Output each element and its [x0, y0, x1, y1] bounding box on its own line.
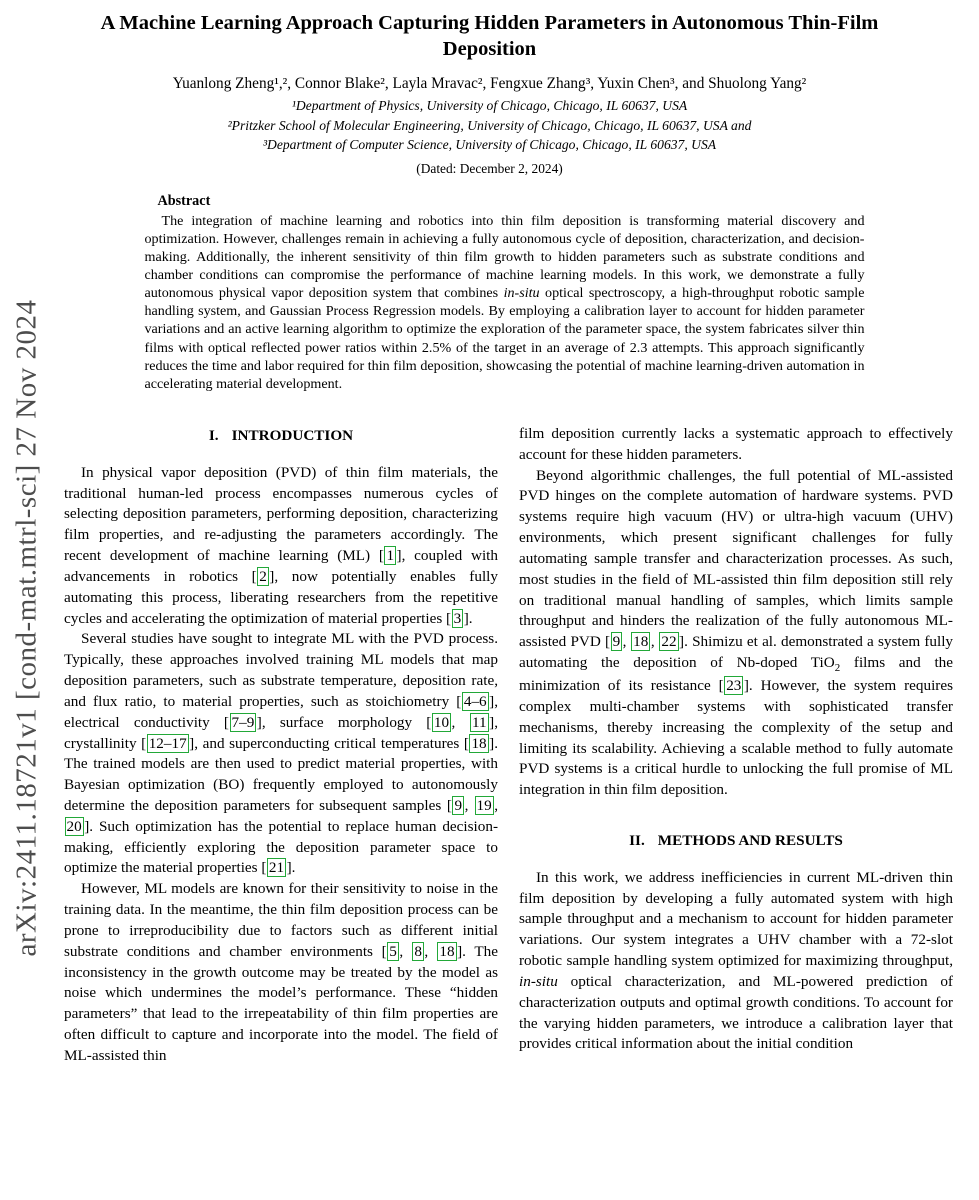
citation-link[interactable]: 8: [414, 942, 422, 960]
date-line: (Dated: December 2, 2024): [416, 160, 563, 176]
two-column-body: [0, 424, 979, 1067]
affiliations-block: [0, 96, 979, 153]
subscript-text: 2: [834, 662, 841, 675]
affiliation-line: ¹Department of Physics, University of Chicago, Chicago, IL 60637, USA: [291, 98, 688, 114]
author-line: Yuanlong Zheng¹,², Connor Blake², Layla Mravac², Fengxue Zhang³, Yuxin Chen³, and Shuolong Yang²: [172, 75, 807, 93]
citation-link[interactable]: 9: [454, 796, 463, 814]
paragraph: Several studies have sought to integrate ML with the PVD process. Typically, these approaches involved training ML models that map deposition parameters, such as substrate temperature, deposition rate, and flux ratio, to material properties, such as stoichiometry [ 4–6 ], electrical conductivity [ 7–9 ], surface morphology [ 10 , 11 ], crystallinity [ 12–17 ], and superconducting critical temperatures [ 18 ]. The trained models are then used to predict material properties, with Bayesian optimization (BO) frequently employed to autonomously determine the deposition parameters for subsequent samples [ 9 , 19 , 20 ]. Such optimization has the potential to replace human decision-making, efficiently exploring the deposition parameter space to optimize the material properties [ 21 ].: [64, 630, 499, 877]
paper-header: [0, 0, 979, 177]
citation-link[interactable]: 2: [259, 567, 267, 585]
section-title: METHODS AND RESULTS: [657, 832, 843, 849]
paper-title: A Machine Learning Approach Capturing Hidden Parameters in Autonomous Thin-Film Deposition: [100, 12, 879, 61]
citation-link[interactable]: 20: [66, 817, 82, 835]
abstract-heading: Abstract: [157, 192, 211, 209]
citation-link[interactable]: 3: [453, 609, 462, 627]
paragraph: However, ML models are known for their sensitivity to noise in the training data. In the meantime, the thin film deposition process can be prone to irreproducibility due to factors such as different initial substrate conditions and chamber environments [ 5 , 8 , 18 ]. The inconsistency in the growth outcome may be treated by the model as noise which undermines the model’s performance. These “hidden parameters” that lead to the irrepeatability of thin film properties are often difficult to capture and incorporate into the model. The field of ML-assisted thin: [64, 880, 498, 1064]
citation-link[interactable]: 19: [476, 796, 492, 814]
italic-text: in-situ: [519, 972, 558, 990]
citation-link[interactable]: 9: [612, 633, 621, 651]
citation-link[interactable]: 18: [439, 942, 455, 960]
section-title: INTRODUCTION: [231, 426, 354, 444]
section-heading-methods-and-results: [519, 831, 953, 852]
citation-link[interactable]: 22: [661, 633, 677, 651]
paragraph: In this work, we address inefficiencies in current ML-driven thin film deposition by developing a fully automated system with high sample throughput and a mechanism to account for hidden parameter variations. Our system integrates a UHV chamber with a 72-slot robotic sample handling system optimized for maximizing throughput, in-situ optical characterization, and ML-powered prediction of characterization outputs and optimal growth conditions. To account for the varying hidden parameters, we introduce a calibration layer that provides critical information about the initial condition: [519, 868, 953, 1053]
paragraph: Beyond algorithmic challenges, the full potential of ML-assisted PVD hinges on the complete automation of hardware systems. PVD systems require high vacuum (HV) or ultra-high vacuum (UHV) environments, which present significant challenges for fully automating sample transfer and characterization processes. As such, most studies in the field of ML-assisted thin film deposition still rely on traditional manual handling of samples, which limits sample throughput and hinders the realization of the fully autonomous ML-assisted PVD [ 9 , 18 , 22 ]. Shimizu et al. demonstrated a system fully automating the deposition of Nb-doped TiO$_2$ films and the minimization of its resistance [ 23 ]. However, the system requires complex multi-chamber systems with sophisticated transfer mechanisms, thereby increasing the complexity of the setup and limiting its scalability. Achieving a scalable method to fully automate PVD systems is a critical hurdle to unlocking the full promise of ML integration in thin film deposition.: [519, 466, 954, 799]
paragraph: film deposition currently lacks a systematic approach to effectively account for these hidden parameters.: [519, 424, 953, 463]
section-number: I.: [208, 426, 219, 444]
section-number: II.: [629, 832, 645, 849]
citation-link[interactable]: 11: [472, 713, 487, 731]
affiliation-line: ³Department of Computer Science, University of Chicago, Chicago, IL 60637, USA: [262, 136, 717, 152]
section-heading-introduction: [64, 426, 498, 447]
citation-link[interactable]: 4–6: [463, 692, 487, 710]
paragraph: In physical vapor deposition (PVD) of thin film materials, the traditional human-led process encompasses numerous cycles of selecting deposition parameters, performing deposition, characterizing film properties, and re-adjusting the parameters accordingly. The recent development of machine learning (ML) [ 1 ], coupled with advancements in robotics [ 2 ], now potentially enables fully automating this process, liberating researchers from the repetitive cycles and accelerating the optimization of material properties [ 3 ].: [64, 463, 498, 627]
citation-link[interactable]: 7–9: [231, 713, 255, 731]
citation-link[interactable]: 10: [433, 713, 450, 731]
abstract-text: The integration of machine learning and robotics into thin film deposition is transforming material discovery and optimization. However, challenges remain in achieving a fully autonomous cycle of deposition, characterization, and decision-making. Additionally, the inherent sensitivity of thin film growth to hidden parameters such as substrate conditions and chamber conditions can compromise the performance of machine learning models. In this work, we demonstrate a fully autonomous physical vapor deposition system that combines in-situ optical spectroscopy, a high-throughput robotic sample handling system, and Gaussian Process Regression models. By employing a calibration layer to account for hidden parameter variations and an active learning algorithm to optimize the exploration of the parameter space, the system fabricates silver thin films with optical reflected power ratios within 2.5% of the target in an average of 2.3 attempts. This approach significantly reduces the time and labor required for thin film deposition, showcasing the potential of machine learning-driven automation in accelerating material development.: [144, 212, 865, 392]
citation-link[interactable]: 12–17: [148, 734, 187, 752]
left-column: [64, 424, 498, 1067]
citation-link[interactable]: 18: [633, 633, 649, 651]
citation-link[interactable]: 23: [726, 677, 742, 695]
arxiv-watermark: arXiv:2411.18721v1 [cond-mat.mtrl-sci] 27 Nov 2024: [10, 299, 43, 957]
citation-link[interactable]: 21: [268, 859, 285, 877]
citation-link[interactable]: 1: [386, 547, 395, 565]
citation-link[interactable]: 5: [389, 942, 397, 960]
right-column: [519, 424, 953, 1067]
affiliation-line: ²Pritzker School of Molecular Engineering, University of Chicago, Chicago, IL 60637, USA and: [227, 117, 752, 133]
citation-link[interactable]: 18: [471, 734, 487, 752]
italic-text: in-situ: [503, 285, 540, 302]
abstract-block: [145, 192, 865, 393]
